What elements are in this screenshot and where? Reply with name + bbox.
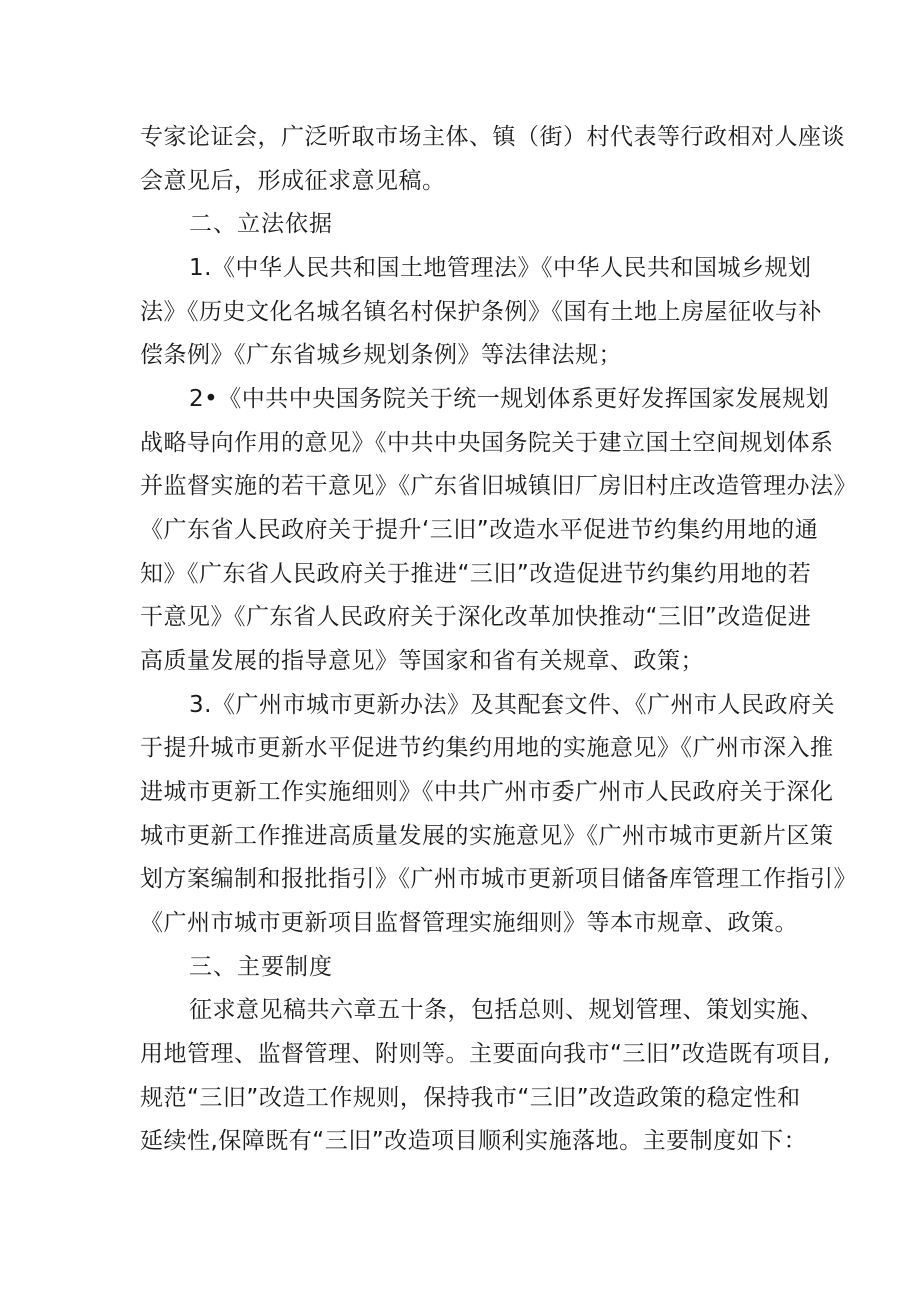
body-line: 高质量发展的指导意见》等国家和省有关规章、政策； <box>140 648 704 674</box>
body-line: 3.《广州市城市更新办法》及其配套文件、《广州市人民政府关 <box>189 692 835 718</box>
section-heading-legislative-basis: 二、立法依据 <box>189 211 333 237</box>
body-line: 征求意见稿共六章五十条，包括总则、规划管理、策划实施、 <box>189 997 824 1023</box>
body-line: 进城市更新工作实施细则》《中共广州市委广州市人民政府关于深化 <box>140 779 834 805</box>
body-line: 延续性,保障既有“三旧”改造项目顺利实施落地。主要制度如下： <box>140 1128 808 1154</box>
body-line: 《广东省人民政府关于提升‘三旧”改造水平促进节约集约用地的通 <box>140 517 819 543</box>
body-line: 划方案编制和报批指引》《广州市城市更新项目储备库管理工作指引》 <box>140 866 857 892</box>
section-heading-main-systems: 三、主要制度 <box>189 954 333 980</box>
body-line: 并监督实施的若干意见》《广东省旧城镇旧厂房旧村庄改造管理办法》 <box>140 473 857 499</box>
body-line: 会意见后，形成征求意见稿。 <box>140 168 446 194</box>
body-line: 战略导向作用的意见》《中共中央国务院关于建立国土空间规划体系 <box>140 430 834 456</box>
body-line: 城市更新工作推进高质量发展的实施意见》《广州市城市更新片区策 <box>140 823 834 849</box>
body-line: 法》《历史文化名城名镇名村保护条例》《国有土地上房屋征收与补 <box>140 299 822 325</box>
body-line: 偿条例》《广东省城乡规划条例》等法律法规； <box>140 342 622 368</box>
body-line: 1.《中华人民共和国土地管理法》《中华人民共和国城乡规划 <box>189 255 812 281</box>
body-line: 2•《中共中央国务院关于统一规划体系更好发挥国家发展规划 <box>189 386 830 412</box>
body-line: 于提升城市更新水平促进节约集约用地的实施意见》《广州市深入推 <box>140 735 834 761</box>
body-line: 《广州市城市更新项目监督管理实施细则》等本市规章、政策。 <box>140 910 798 936</box>
body-line: 规范“三旧”改造工作规则，保持我市“三旧”改造政策的稳定性和 <box>140 1085 801 1111</box>
body-line: 专家论证会，广泛听取市场主体、镇（街）村代表等行政相对人座谈 <box>140 124 845 150</box>
body-line: 干意见》《广东省人民政府关于深化改革加快推动“三旧”改造促进 <box>140 604 812 630</box>
body-line: 知》《广东省人民政府关于推进“三旧”改造促进节约集约用地的若 <box>140 561 812 587</box>
body-line: 用地管理、监督管理、附则等。主要面向我市“三旧”改造既有项目, <box>140 1041 831 1067</box>
